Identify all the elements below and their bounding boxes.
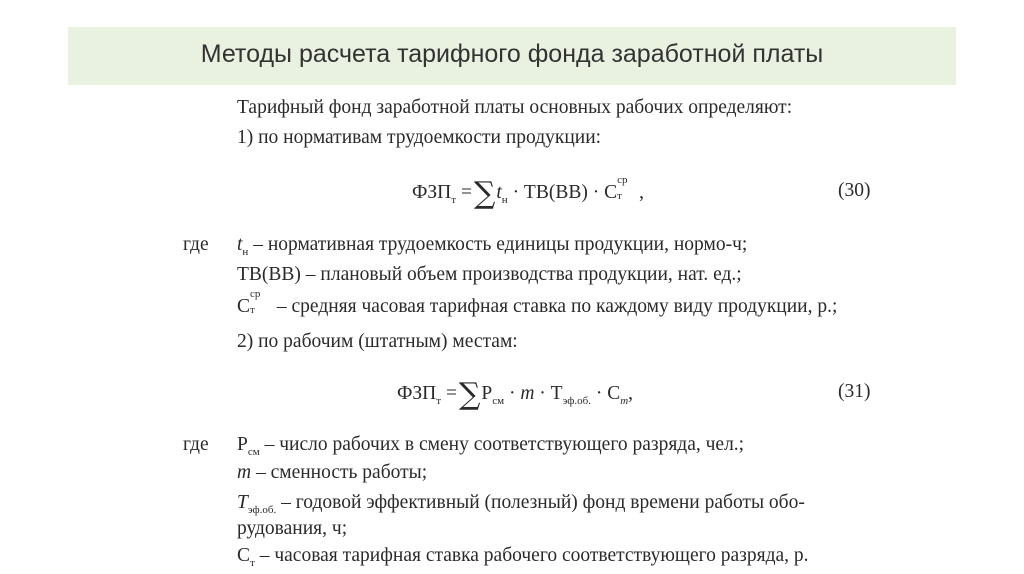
formula-mid: · ТВ(ВВ) · С	[512, 182, 618, 203]
item-text: – часовая тарифная ставка рабочего соответствующего разряда, р.	[254, 545, 809, 566]
where-label-1: где	[183, 234, 209, 255]
formula-lhs: ФЗП	[412, 182, 452, 203]
item-symbol: Р	[237, 434, 248, 455]
item-symbol-sup: ср	[250, 288, 261, 300]
formula-lhs-sub: т	[451, 194, 457, 206]
formula-c-indices	[617, 174, 639, 202]
item-symbol-indices	[250, 288, 272, 316]
title-banner	[68, 27, 956, 85]
item-symbol-sub: см	[247, 446, 260, 458]
formula-eq: =	[445, 383, 457, 404]
item-text: – нормативная трудоемкость единицы продукции, нормо-ч;	[248, 234, 748, 255]
formula-eq: =	[460, 182, 472, 203]
where1-item-1	[237, 234, 747, 258]
intro-line-2: 1) по нормативам трудоемкости продукции:	[237, 127, 602, 148]
where1-item-2: ТВ(ВВ) – плановый объем производства продукции, нат. ед.;	[237, 264, 742, 285]
slide-title: Методы расчета тарифного фонда заработной платы	[200, 40, 824, 68]
formula-t: · Т	[539, 383, 563, 404]
item-text: – сменность работы;	[251, 462, 428, 483]
method-2-line: 2) по рабочим (штатным) местам:	[237, 331, 518, 352]
item-symbol-sub: т	[250, 304, 255, 316]
formula-p-sub: см	[492, 395, 505, 407]
equation-number-31: (31)	[838, 381, 871, 402]
formula-dot: ·	[508, 383, 516, 404]
formula-c: · С	[595, 383, 621, 404]
formula-t: t	[496, 182, 502, 203]
item-symbol: С	[237, 545, 251, 566]
item-symbol: t	[237, 234, 243, 255]
formula-31	[397, 377, 633, 412]
item-text: – годовой эффективный (полезный) фонд времени работы обо-	[276, 492, 805, 513]
item-text: – число рабочих в смену соответствующего разряда, чел.;	[259, 434, 745, 455]
item-symbol-sub: эф.об.	[247, 504, 277, 516]
sum-symbol: ∑	[473, 176, 496, 211]
item-text: – средняя часовая тарифная ставка по каждому виду продукции, р.;	[272, 296, 838, 317]
where-label-2: где	[183, 434, 209, 455]
item-symbol: Т	[237, 492, 248, 513]
where1-item-3	[237, 288, 838, 318]
formula-30	[412, 176, 644, 211]
where2-item-1	[237, 434, 744, 458]
where2-item-2	[237, 462, 427, 484]
formula-tail: ,	[639, 182, 644, 203]
formula-c-sup: ср	[617, 174, 628, 186]
item-symbol: m	[237, 462, 252, 483]
formula-t-sub: н	[501, 194, 508, 206]
where2-item-3	[237, 492, 805, 516]
intro-line-1: Тарифный фонд заработной платы основных рабочих определяют:	[237, 97, 793, 118]
formula-p: Р	[481, 383, 493, 404]
formula-lhs: ФЗП	[397, 383, 437, 404]
item-symbol: С	[237, 296, 251, 317]
sum-symbol: ∑	[458, 377, 481, 412]
where2-item-3-cont: рудования, ч;	[237, 518, 348, 539]
formula-t-sub: эф.об.	[562, 395, 591, 407]
equation-number-30: (30)	[838, 180, 871, 201]
formula-c-sub: m	[620, 395, 629, 407]
item-symbol-sub: н	[242, 246, 249, 258]
where2-item-4	[237, 545, 809, 569]
formula-c-sub: т	[617, 190, 622, 202]
formula-lhs-sub: т	[436, 395, 442, 407]
formula-m: m	[520, 383, 535, 404]
formula-tail: ,	[628, 383, 634, 404]
item-symbol-sub: т	[250, 557, 255, 569]
